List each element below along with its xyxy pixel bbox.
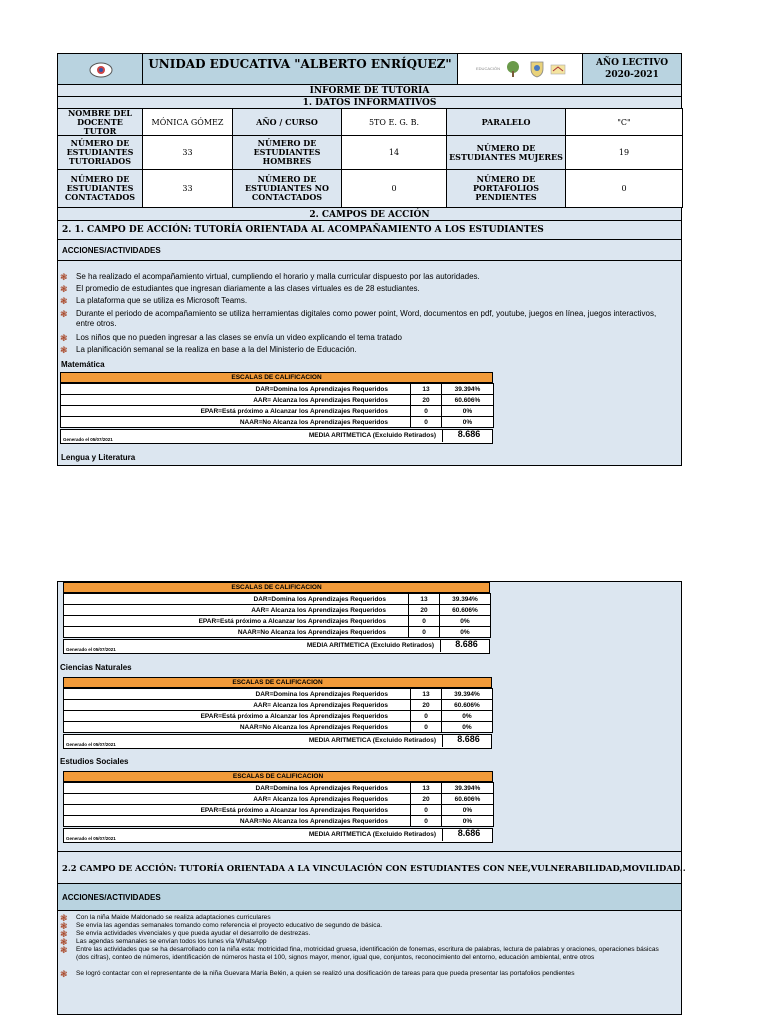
field22-actions-bar (57, 883, 682, 911)
rating-label-cell: DAR=Domina los Aprendizajes Requeridos (60, 383, 411, 395)
school-logo-icon (89, 62, 113, 78)
bullet-item (60, 309, 672, 329)
rating-footer (63, 828, 493, 843)
bullet-marker-icon: ❃ (60, 272, 68, 282)
media-label: MEDIA ARITMETICA (Excluido Retirados) (306, 642, 434, 649)
rating-pct-cell: 0% (441, 416, 494, 428)
rating-row (63, 721, 492, 733)
rating-label-cell: DAR=Domina los Aprendizajes Requeridos (63, 593, 409, 605)
rating-count-cell: 20 (410, 699, 442, 711)
bullet-item (60, 946, 672, 962)
rating-label-cell: DAR=Domina los Aprendizajes Requeridos (63, 688, 411, 700)
bullet-marker-icon: ❃ (60, 913, 68, 923)
school-name-cell (142, 53, 458, 85)
field22-title-bar (57, 851, 686, 884)
bullet-text: Los niños que no pueden ingresar a las clases se envía un video explicando el tema tratado (76, 333, 402, 342)
rating-pct-cell: 0% (441, 804, 494, 816)
rating-row (60, 416, 493, 428)
rating-count-cell: 13 (410, 782, 442, 794)
rating-count-cell: 20 (410, 793, 442, 805)
rating-label-cell: EPAR=Está próximo a Alcanzar los Aprendizajes Requeridos (63, 615, 409, 627)
field22-actions-label: ACCIONES/ACTIVIDADES (62, 893, 161, 902)
rating-label-cell: EPAR=Está próximo a Alcanzar los Aprendizajes Requeridos (63, 710, 411, 722)
media-value: 8.686 (440, 639, 492, 652)
field21-title-bar (57, 220, 682, 240)
info-value-cell: "C" (565, 108, 683, 136)
rating-row (63, 815, 493, 827)
year-label: AÑO LECTIVO (595, 58, 669, 68)
rating-footer (63, 734, 492, 749)
rating-count-cell: 0 (410, 815, 442, 827)
bullet-text: Con la niña Maide Maldonado se realiza adaptaciones curriculares (76, 914, 271, 921)
rating-pct-cell: 0% (439, 626, 491, 638)
rating-pct-cell: 0% (441, 405, 494, 417)
media-value: 8.686 (442, 734, 494, 747)
year-cell (582, 53, 682, 85)
subject-social: Estudios Sociales (60, 757, 129, 766)
rating-count-cell: 0 (410, 405, 442, 417)
info-value-cell: 33 (142, 169, 233, 208)
media-value: 8.686 (442, 429, 495, 442)
bullet-text: El promedio de estudiantes que ingresan diariamente a las clases virtuales es de 28 estudiantes. (76, 284, 420, 294)
section2-title: 2. CAMPOS DE ACCIÓN (309, 210, 430, 220)
rating-count-cell: 0 (410, 804, 442, 816)
bullet-marker-icon: ❃ (60, 345, 68, 356)
rating-label-cell: AAR= Alcanza los Aprendizajes Requeridos (63, 604, 409, 616)
subject-lang: Lengua y Literatura (61, 453, 136, 462)
info-value-cell: 33 (142, 135, 233, 170)
info-label-cell: NÚMERO DE ESTUDIANTES CONTACTADOS (57, 169, 143, 208)
rating-header: ESCALAS DE CALIFICACION (63, 582, 490, 593)
bullet-item (60, 930, 672, 938)
rating-footer (63, 639, 490, 654)
bullet-marker-icon: ❃ (60, 308, 68, 319)
bullet-item (60, 345, 672, 355)
rating-pct-cell: 39.394% (441, 383, 494, 395)
bullet-item (60, 296, 672, 306)
bullet-marker-icon: ❃ (60, 929, 68, 939)
rating-pct-cell: 39.394% (441, 688, 493, 700)
bullet-marker-icon: ❃ (60, 937, 68, 947)
bullet-text: La plataforma que se utiliza es Microsoft Teams. (76, 296, 248, 306)
info-label-cell: NOMBRE DEL DOCENTE TUTOR (57, 108, 143, 136)
section1-title: 1. DATOS INFORMATIVOS (302, 98, 437, 108)
rating-pct-cell: 0% (441, 721, 493, 733)
subject-math: Matemática (61, 360, 105, 369)
rating-label-cell: NAAR=No Alcanza los Aprendizajes Requeridos (63, 815, 411, 827)
section2-bar (57, 207, 682, 221)
rating-generated-date: Generado el 05/07/2021 (66, 647, 116, 652)
rating-footer (60, 429, 493, 444)
bullet-item (60, 914, 672, 922)
rating-header: ESCALAS DE CALIFICACION (63, 771, 493, 782)
rating-count-cell: 13 (410, 383, 442, 395)
rating-pct-cell: 60.606% (441, 793, 494, 805)
bullet-item (60, 938, 672, 946)
bullet-text: Se envía las agendas semanales tomando como referencia el proyecto educativo de segundo de básica. (76, 922, 383, 929)
bullet-item (60, 272, 672, 282)
media-label: MEDIA ARITMETICA (Excluido Retirados) (308, 831, 436, 838)
field22-title: 2.2 CAMPO DE ACCIÓN: TUTORÍA ORIENTADA A LA VINCULACIÓN CON ESTUDIANTES CON NEE,VULNERABILIDAD,MOVILIDAD.. (62, 863, 686, 873)
rating-pct-cell: 60.606% (439, 604, 491, 616)
rating-count-cell: 20 (410, 394, 442, 406)
bullet-item (60, 922, 672, 930)
subject-science: Ciencias Naturales (60, 663, 132, 672)
rating-generated-date: Generado el 05/07/2021 (66, 742, 116, 747)
info-value-cell: 5TO E. G. B. (341, 108, 447, 136)
bullet-marker-icon: ❃ (60, 945, 68, 955)
media-value: 8.686 (442, 828, 495, 841)
header-logo-cell (57, 53, 143, 85)
rating-label-cell: EPAR=Está próximo a Alcanzar los Aprendizajes Requeridos (60, 405, 411, 417)
rating-count-cell: 0 (410, 710, 442, 722)
info-value-cell: 19 (565, 135, 683, 170)
bullet-text: Entre las actividades que se ha desarrollado con la niña esta: motricidad fina, motricidad gruesa, identificación de fonemas, escritura de palabras, lectura de palabras y oraciones, operaciones básicas (dos cifras), conteo de números, identificación de números hasta el 100, signos mayor, menor, igual que, conjuntos, reconocimiento del entorno, educación ambiental, entre otros (76, 946, 659, 961)
ministry-logo-cell (457, 53, 583, 85)
rating-pct-cell: 60.606% (441, 394, 494, 406)
rating-label-cell: EPAR=Está próximo a Alcanzar los Aprendizajes Requeridos (63, 804, 411, 816)
bullet-text: Se envía actividades vivenciales y que pueda ayudar el desarrollo de destrezas. (76, 930, 311, 937)
rating-pct-cell: 39.394% (441, 782, 494, 794)
bullet-item (60, 284, 672, 294)
rating-label-cell: AAR= Alcanza los Aprendizajes Requeridos (63, 699, 411, 711)
bullet-item (60, 333, 672, 343)
bullet-text: Se ha realizado el acompañamiento virtual, cumpliendo el horario y malla curricular dispuesto por las autoridades. (76, 272, 480, 281)
rating-pct-cell: 0% (441, 710, 493, 722)
rating-count-cell: 20 (408, 604, 440, 616)
rating-count-cell: 0 (408, 615, 440, 627)
rating-label-cell: NAAR=No Alcanza los Aprendizajes Requeridos (63, 626, 409, 638)
rating-pct-cell: 0% (439, 615, 491, 627)
tree-logo-icon (504, 60, 522, 78)
report-title: INFORME DE TUTORÍA (309, 86, 430, 96)
rating-count-cell: 0 (410, 721, 442, 733)
rating-generated-date: Generado el 05/07/2021 (66, 836, 116, 841)
bullet-marker-icon: ❃ (60, 333, 68, 343)
info-label-cell: NÚMERO DE ESTUDIANTES MUJERES (446, 135, 566, 170)
bullet-marker-icon: ❃ (60, 284, 68, 295)
rating-label-cell: DAR=Domina los Aprendizajes Requeridos (63, 782, 411, 794)
bullet-item (60, 970, 672, 978)
bullet-marker-icon: ❃ (60, 969, 68, 979)
field21-title: 2. 1. CAMPO DE ACCIÓN: TUTORÍA ORIENTADA AL ACOMPAÑAMIENTO A LOS ESTUDIANTES (62, 225, 544, 235)
year-value: 2020-2021 (605, 70, 659, 80)
field21-actions-label: ACCIONES/ACTIVIDADES (62, 246, 161, 255)
rating-pct-cell: 39.394% (439, 593, 491, 605)
info-value-cell: 14 (341, 135, 447, 170)
info-label-cell: PARALELO (446, 108, 566, 136)
rating-label-cell: NAAR=No Alcanza los Aprendizajes Requeridos (60, 416, 411, 428)
bullet-text: Se logró contactar con el representante de la niña Guevara María Belén, a quien se realizó una dosificación de tareas para que pueda presentar las portafolios pendientes (76, 970, 575, 977)
rating-row (63, 626, 490, 638)
bullet-text: Las agendas semanales se envían todos los lunes vía WhatsApp (76, 938, 267, 945)
rating-pct-cell: 0% (441, 815, 494, 827)
info-value-cell: 0 (341, 169, 447, 208)
rating-header: ESCALAS DE CALIFICACION (63, 677, 492, 688)
info-label-cell: AÑO / CURSO (232, 108, 342, 136)
rating-count-cell: 0 (408, 626, 440, 638)
bullet-text: Durante el periodo de acompañamiento se utiliza herramientas digitales como power point, Word, documentos en pdf, youtube, juegos en línea, juegos interactivos, entre otros. (76, 308, 657, 328)
media-label: MEDIA ARITMETICA (Excluido Retirados) (308, 432, 436, 439)
rating-count-cell: 13 (410, 688, 442, 700)
bullet-marker-icon: ❃ (60, 296, 68, 307)
info-value-cell: MÓNICA GÓMEZ (142, 108, 233, 136)
info-value-cell: 0 (565, 169, 683, 208)
rating-label-cell: AAR= Alcanza los Aprendizajes Requeridos (63, 793, 411, 805)
field21-actions-bar (57, 239, 682, 261)
info-label-cell: NÚMERO DE ESTUDIANTES TUTORIADOS (57, 135, 143, 170)
rating-generated-date: Generado el 05/07/2021 (63, 437, 113, 442)
bullet-text: La planificación semanal se la realiza en base a la del Ministerio de Educación. (76, 345, 357, 355)
rating-pct-cell: 60.606% (441, 699, 493, 711)
info-label-cell: NÚMERO DE ESTUDIANTES NO CONTACTADOS (232, 169, 342, 208)
seal-logo-icon (550, 62, 566, 76)
rating-label-cell: AAR= Alcanza los Aprendizajes Requeridos (60, 394, 411, 406)
rating-label-cell: NAAR=No Alcanza los Aprendizajes Requeridos (63, 721, 411, 733)
rating-count-cell: 13 (408, 593, 440, 605)
school-name: UNIDAD EDUCATIVA "ALBERTO ENRÍQUEZ" (148, 57, 452, 71)
rating-header: ESCALAS DE CALIFICACION (60, 372, 493, 383)
info-label-cell: NÚMERO DE PORTAFOLIOS PENDIENTES (446, 169, 566, 208)
bullet-marker-icon: ❃ (60, 921, 68, 931)
info-label-cell: NÚMERO DE ESTUDIANTES HOMBRES (232, 135, 342, 170)
ministry-logo-text: EDUCACIÓN (476, 66, 501, 71)
rating-count-cell: 0 (410, 416, 442, 428)
shield-logo-icon (528, 60, 546, 78)
media-label: MEDIA ARITMETICA (Excluido Retirados) (308, 737, 436, 744)
